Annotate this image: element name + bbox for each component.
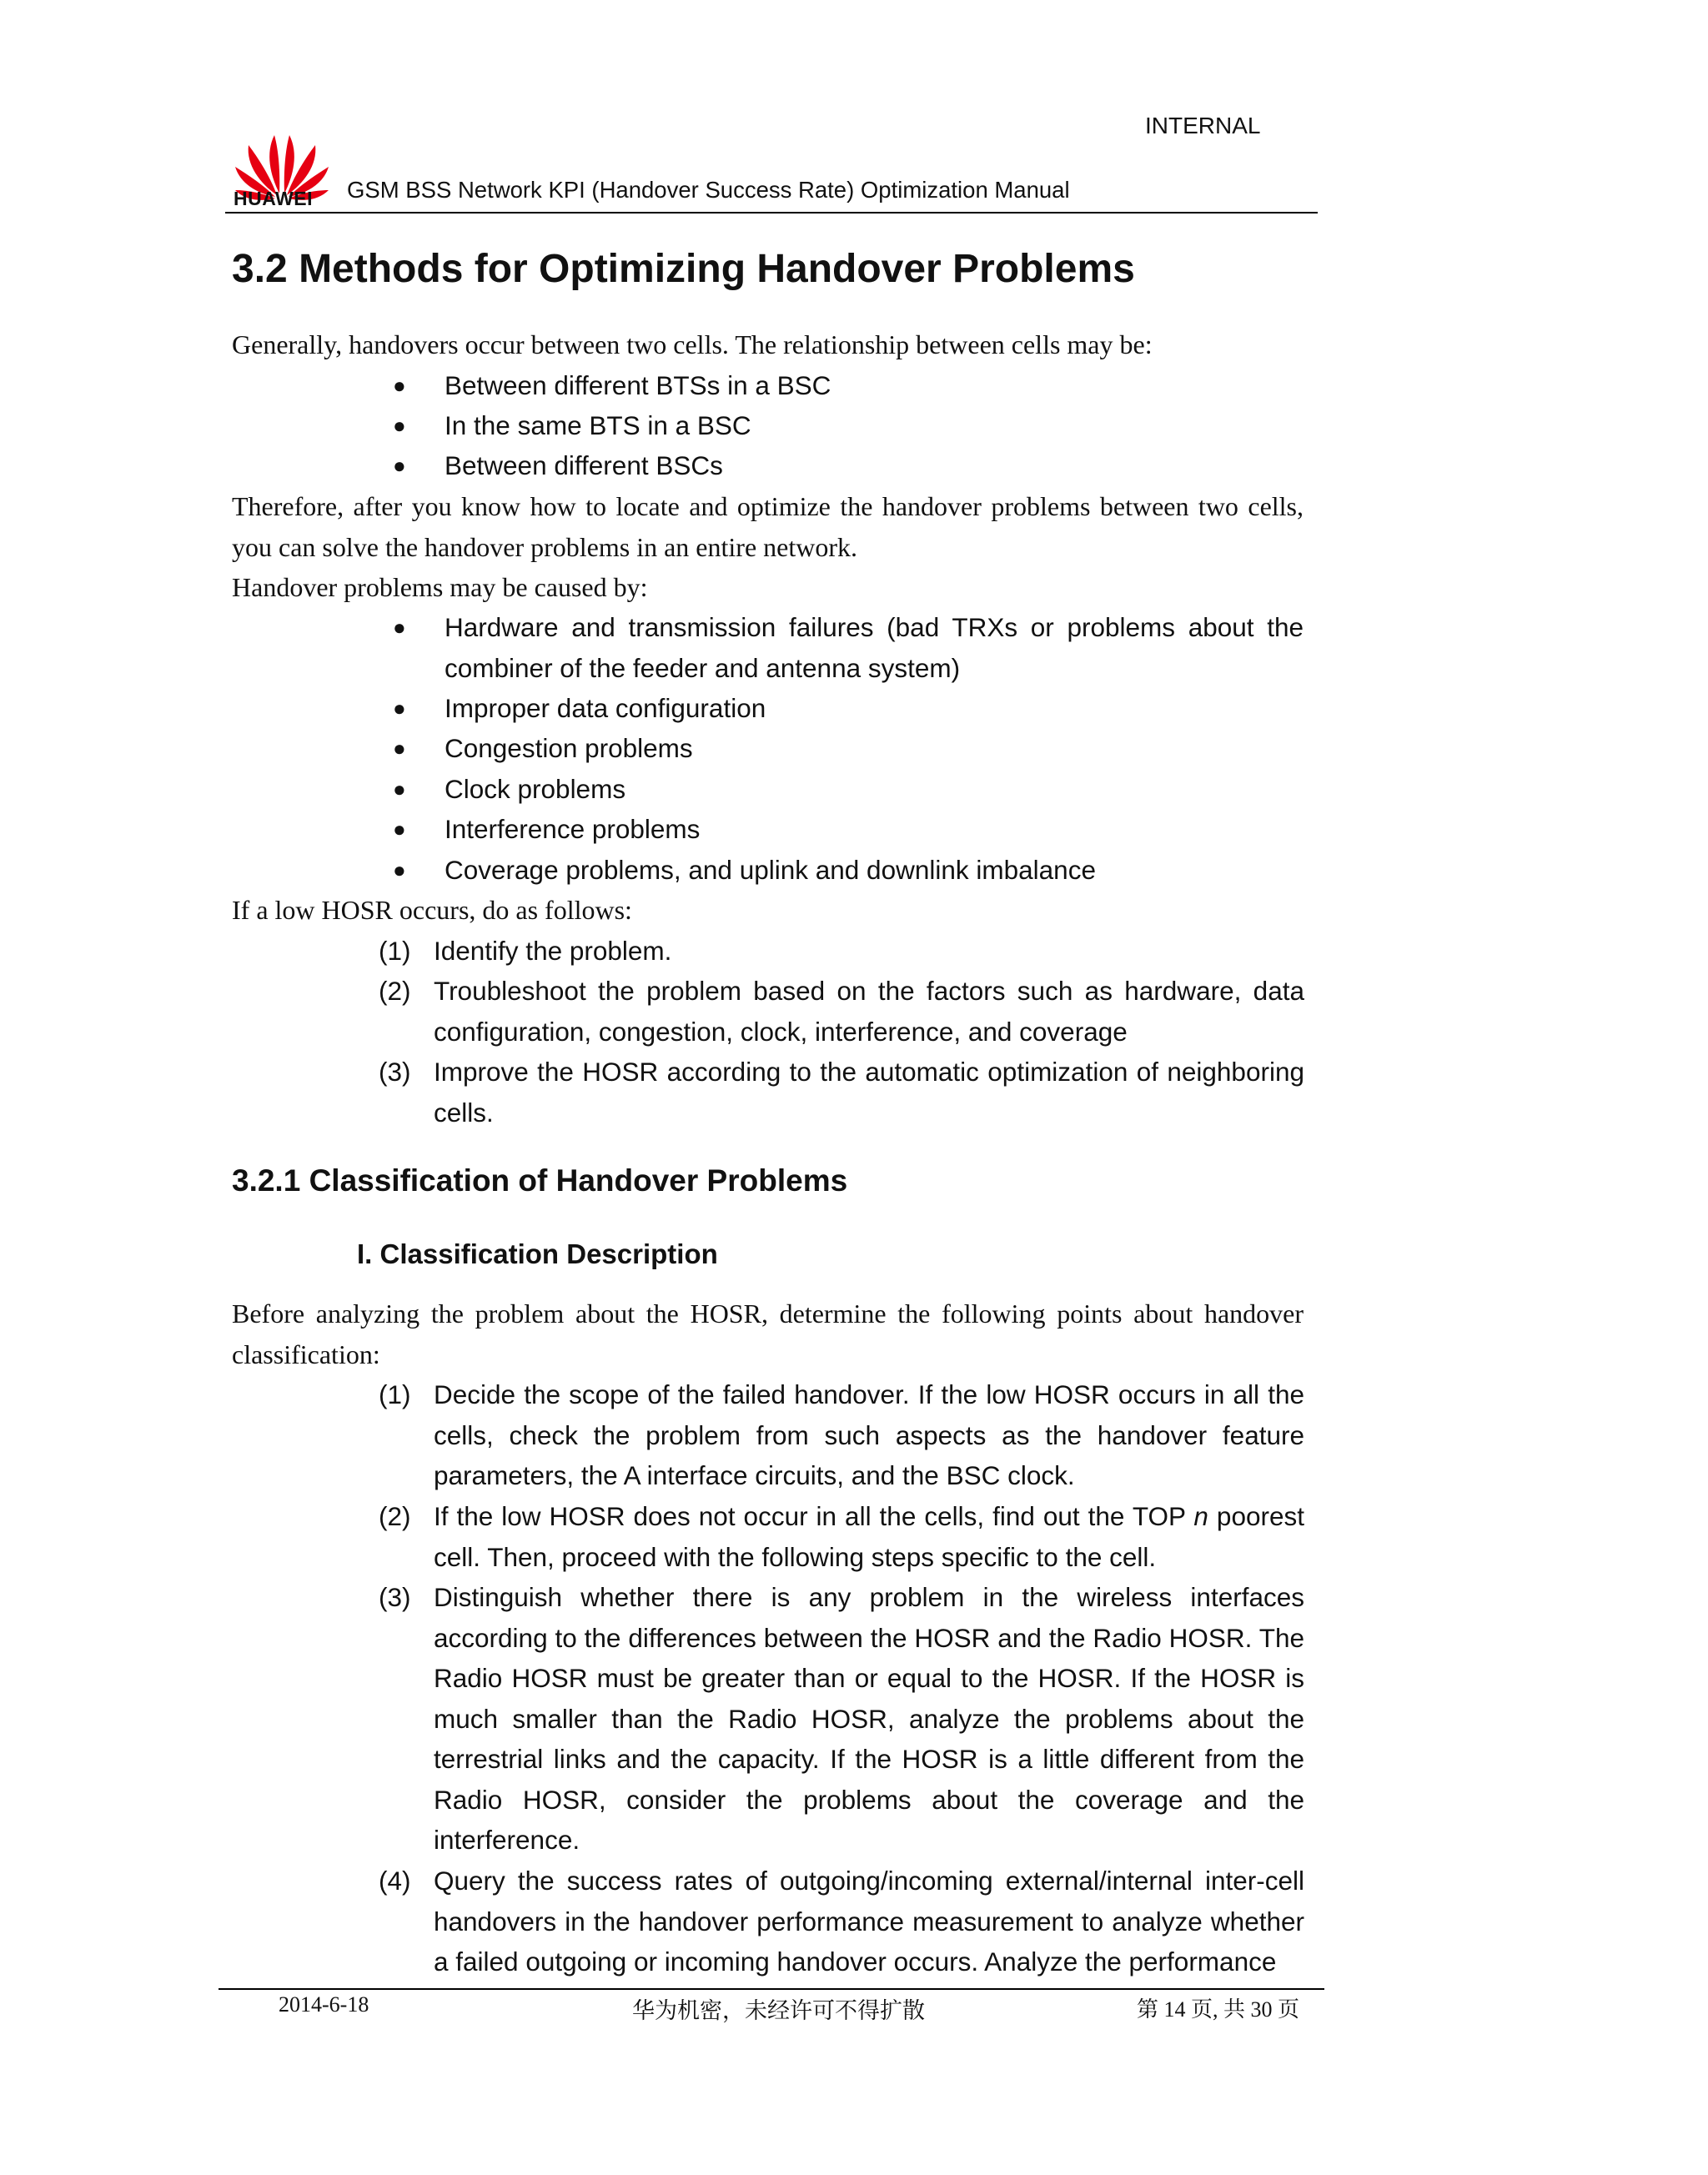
subsection-heading: 3.2.1 Classification of Handover Problems	[232, 1163, 848, 1198]
footer-confidential-notice: 华为机密，未经许可不得扩散	[632, 1998, 925, 2023]
classification-intro: Before analyzing the problem about the HOSR, determine the following points about handover classification:	[232, 1298, 1304, 1369]
huawei-logo-text: HUAWEI	[234, 188, 313, 209]
header-divider	[225, 212, 1318, 213]
causes-intro: Handover problems may be caused by:	[232, 572, 648, 602]
section-heading: 3.2 Methods for Optimizing Handover Problems	[232, 247, 1135, 291]
classification-description-heading: I. Classification Description	[357, 1238, 718, 1269]
classification-label: INTERNAL	[1145, 113, 1261, 138]
footer-divider	[219, 1988, 1324, 1990]
footer-date: 2014-6-18	[279, 1992, 369, 2017]
intro-paragraph: Generally, handovers occur between two cells. The relationship between cells may be:	[232, 329, 1153, 359]
footer-page-number: 第 14 页, 共 30 页	[1137, 1997, 1300, 2022]
low-hosr-intro: If a low HOSR occurs, do as follows:	[232, 895, 632, 925]
document-title: GSM BSS Network KPI (Handover Success Rate) Optimization Manual	[347, 177, 1070, 203]
therefore-paragraph: Therefore, after you know how to locate and optimize the handover problems between two cells, you can solve the handover problems in an entire network.	[232, 491, 1304, 562]
